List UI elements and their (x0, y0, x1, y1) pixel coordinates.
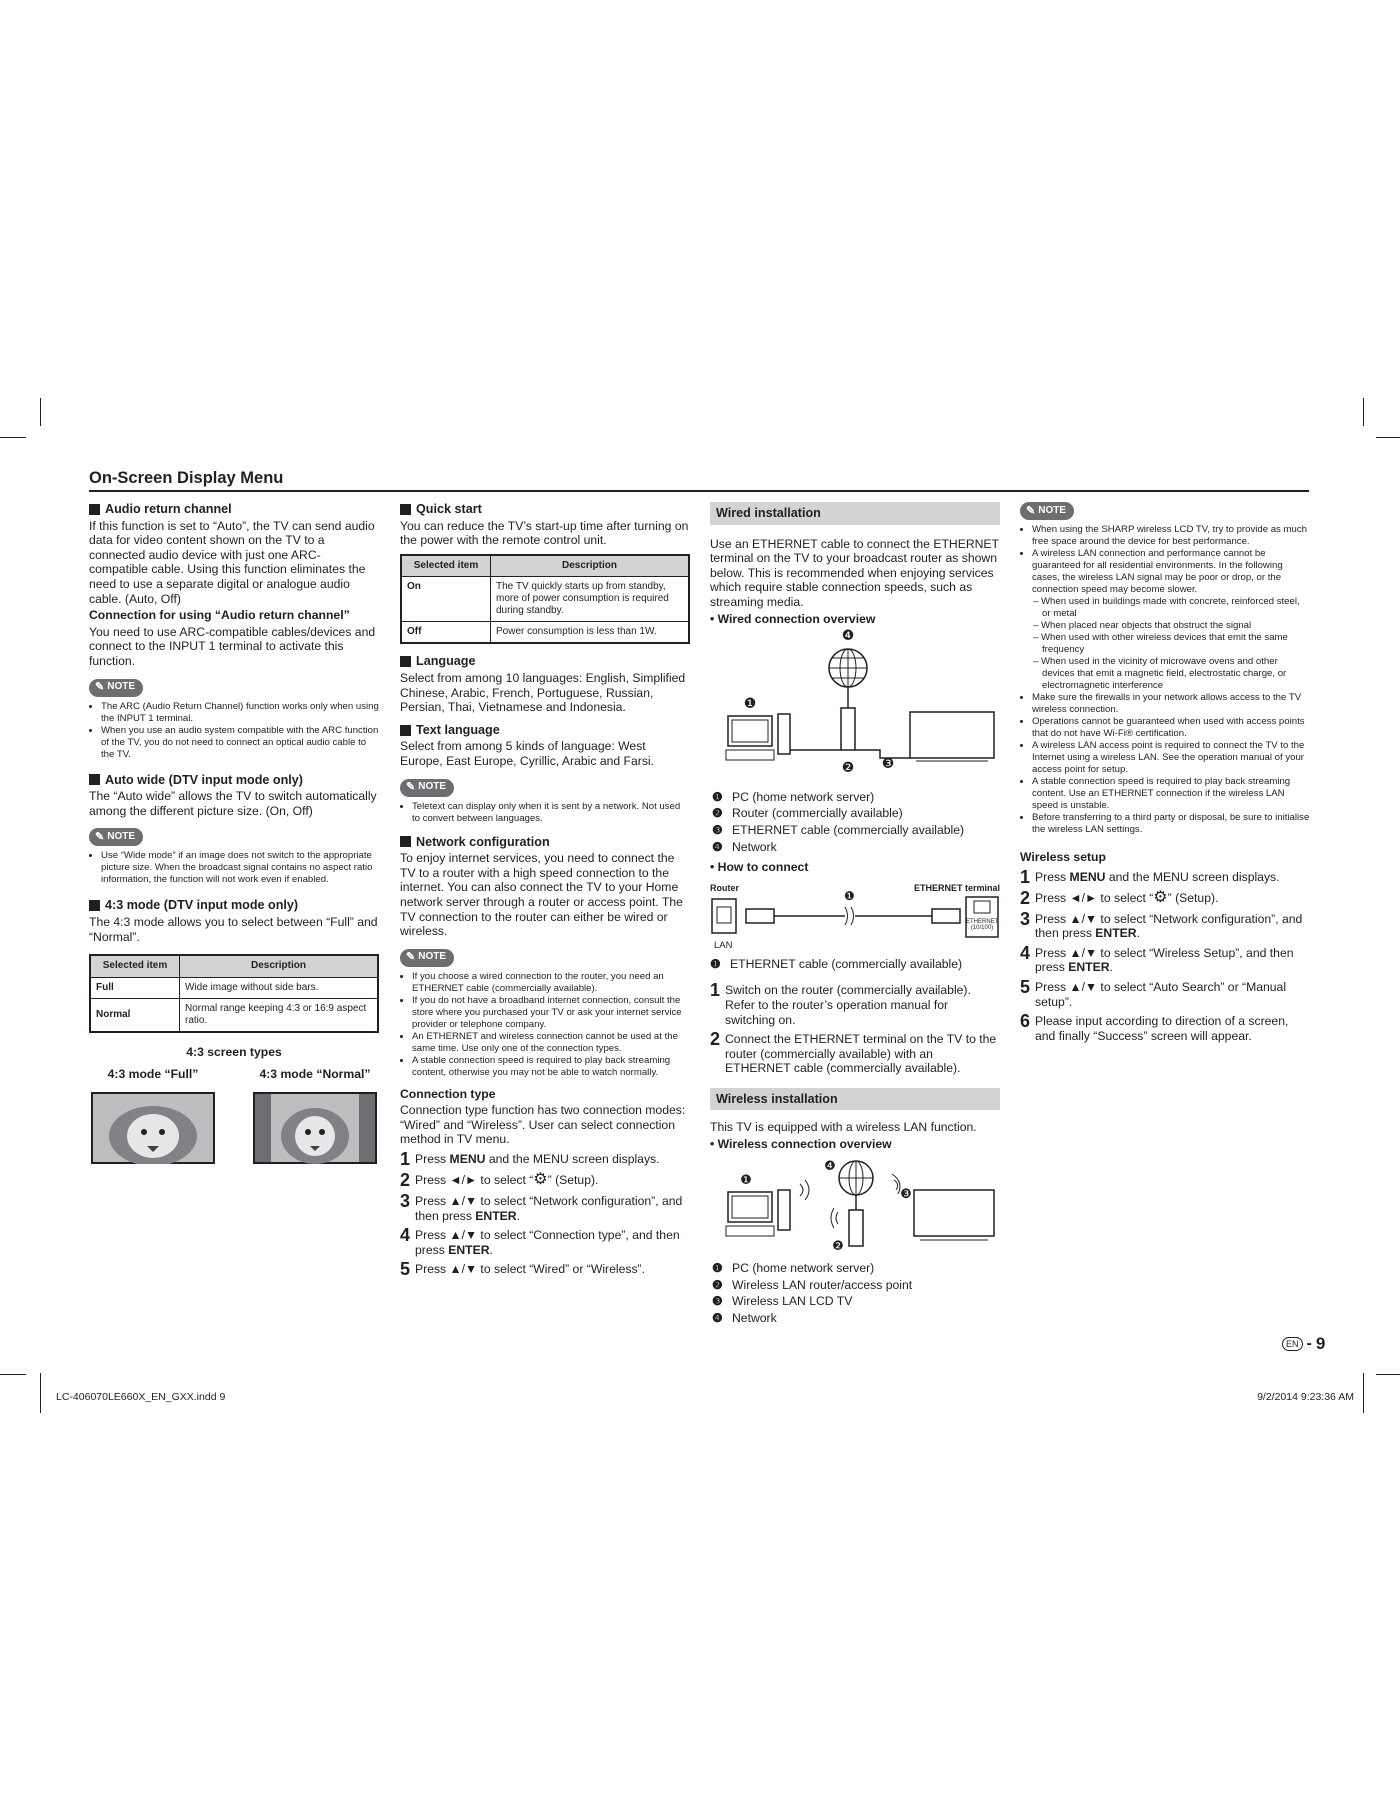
column-1 (89, 502, 379, 1167)
lion-normal-image (253, 1092, 377, 1164)
language-badge: EN (1282, 1337, 1303, 1351)
table-row: On The TV quickly starts up from standby, more of power consumption is required during standby. (401, 577, 689, 622)
quickstart-heading: Quick start (400, 502, 690, 517)
note-item: • When using the SHARP wireless LCD TV, try to provide as much free space around the device for best performance. (1032, 524, 1310, 548)
wired-steps (710, 981, 1000, 1076)
wireless-setup-heading: Wireless setup (1020, 850, 1106, 864)
quickstart-table (400, 554, 690, 645)
lion-full-image (91, 1092, 215, 1164)
eth-terminal-label: ETHERNET terminal (913, 882, 1000, 893)
table-row: Normal Normal range keeping 4:3 or 16:9 aspect ratio. (90, 998, 378, 1032)
note-item: • Operations cannot be guaranteed when used with access points that do not have Wi-Fi® certification. (1032, 716, 1310, 740)
note-badge: ✎ NOTE (400, 779, 454, 797)
legend-item: ❶ PC (home network server) (712, 789, 875, 804)
crop-mark (1363, 398, 1364, 426)
globe-icon (839, 1161, 873, 1195)
legend-item: ❸ Wireless LAN LCD TV (712, 1294, 853, 1309)
table-header: Selected item (90, 955, 180, 977)
marker-4: ❹ (841, 628, 855, 645)
wifi-signal-icon (892, 1174, 900, 1194)
wifi-signal-icon (800, 1180, 809, 1200)
wired-band: Wired installation (710, 502, 1000, 525)
step: 4 Press ▲/▼ to select “Connection type”, and then press ENTER. (400, 1225, 680, 1257)
conntype-heading: Connection type (400, 1086, 496, 1101)
howto-diagram (710, 879, 1000, 953)
table-header: Description (180, 955, 379, 977)
arc-sub-body: You need to use ARC-compatible cables/devices and connect to the INPUT 1 terminal to activate this function. (89, 624, 376, 668)
autowide-body: The “Auto wide” allows the TV to switch automatically among the different picture size. (On, Off) (89, 789, 377, 818)
pc-icon (726, 714, 790, 760)
step: 5 Press ▲/▼ to select “Auto Search” or “Manual setup”. (1020, 976, 1287, 1009)
setup-gear-icon: ⚙ (1153, 888, 1168, 906)
mode43-heading: 4:3 mode (DTV input mode only) (89, 898, 379, 913)
pencil-icon: ✎ (406, 781, 416, 794)
step: 1 Press MENU and the MENU screen displays. (400, 1149, 660, 1170)
step: 1 Press MENU and the MENU screen displays. (1020, 866, 1280, 887)
column-4 (1020, 500, 1310, 1046)
note-item: • Make sure the firewalls in your network allows access to the TV wireless connection. (1032, 692, 1310, 716)
wireless-setup-steps (1020, 868, 1310, 1044)
arc-body: If this function is set to “Auto”, the TV can send audio data for video content shown on the TV to a connected audio device with just one ARC-compatible cable. Using this function eliminates the need to use a separate digital or analogue audio cable. (Auto, Off) (89, 518, 375, 606)
globe-icon (829, 649, 867, 687)
pencil-icon: ✎ (1026, 504, 1036, 517)
marker-4: ❹ (824, 1158, 836, 1174)
note-item: • Before transferring to a third party or disposal, be sure to initialise the wireless LAN settings. (1032, 812, 1310, 836)
legend-item: ❸ ETHERNET cable (commercially available) (712, 822, 965, 837)
pencil-icon: ✎ (406, 951, 416, 964)
wired-overview-diagram (710, 628, 1000, 778)
step: 2 Press ◄/► to select “⚙” (Setup). (1020, 887, 1219, 908)
pc-icon (726, 1190, 790, 1236)
note-item: • An ETHERNET and wireless connection cannot be used at the same time. Use only one of the connection types. (412, 1031, 690, 1055)
column-2 (400, 502, 690, 1281)
note-badge: ✎ NOTE (89, 679, 143, 697)
table-header: Selected item (401, 555, 491, 577)
wired-body: Use an ETHERNET cable to connect the ETHERNET terminal on the TV to your broadcast router as shown below. This is recommended when enjoying services which require stable connection speeds, such as streaming media. (710, 536, 999, 609)
legend-item: ❶ PC (home network server) (712, 1261, 875, 1276)
cable-legend: ❶ ETHERNET cable (commercially available) (710, 956, 963, 971)
step: 3 Press ▲/▼ to select “Network configuration”, and then press ENTER. (1020, 908, 1303, 941)
note-item: • Use “Wide mode” if an image does not switch to the appropriate picture size. When the broadcast signal contains no aspect ratio information, the function will not work even if enabled. (101, 850, 379, 886)
textlang-body: Select from among 5 kinds of language: West Europe, East Europe, Cyrillic, Arabic and Farsi. (400, 739, 655, 768)
router-label: Router (710, 882, 739, 893)
page-number-dash: - (1306, 1335, 1312, 1352)
note-badge: ✎ NOTE (400, 949, 454, 967)
textlang-notes (400, 801, 690, 825)
step: 1 Switch on the router (commercially available). Refer to the router’s operation manual for switching on. (710, 980, 971, 1027)
note-subitem: – When placed near objects that obstruct the signal (1033, 620, 1252, 631)
pencil-icon: ✎ (95, 831, 105, 844)
note-item: • A stable connection speed is required to play back streaming content, otherwise you may not be able to watch normally. (412, 1055, 690, 1079)
marker-1: ❶ (740, 1172, 752, 1188)
title-rule (89, 490, 1309, 492)
note-item: • If you choose a wired connection to the router, you need an ETHERNET cable (commercially available). (412, 971, 690, 995)
marker-3: ❸ (900, 1186, 912, 1202)
marker-1: ❶ (743, 696, 757, 713)
conntype-steps (400, 1150, 690, 1278)
legend-item: ❹ Network (712, 1311, 777, 1326)
arc-notes (89, 701, 379, 761)
crop-mark (40, 398, 41, 426)
step: 3 Press ▲/▼ to select “Network configuration”, and then press ENTER. (400, 1191, 683, 1223)
note-badge: ✎ NOTE (89, 828, 143, 846)
note-item: • A wireless LAN connection and performance cannot be guaranteed for all residential environments. In the following cases, the wireless LAN signal may be poor or drop, or the connection speed may become slower. (1032, 548, 1310, 596)
wireless-legend (712, 1261, 1000, 1325)
textlang-heading: Text language (400, 723, 690, 738)
column-3 (710, 502, 1000, 1328)
access-point-icon (849, 1210, 863, 1246)
note-badge: ✎ NOTE (1020, 502, 1074, 520)
note-item: • A stable connection speed is required to play back streaming content. Use an ETHERNET connection if the wireless LAN speed is unstable. (1032, 776, 1310, 812)
language-heading: Language (400, 654, 690, 669)
note-subitem: – When used with other wireless devices that emit the same frequency (1033, 632, 1288, 655)
arc-sub-heading: Connection for using “Audio return channel” (89, 608, 350, 623)
tv-icon (910, 712, 994, 761)
legend-item: ❹ Network (712, 839, 777, 854)
step: 2 Connect the ETHERNET terminal on the TV to the router (commercially available) with an ETHERNET cable (commercially available). (710, 1029, 997, 1076)
pencil-icon: ✎ (95, 681, 105, 694)
wifi-signal-icon (831, 1208, 838, 1228)
note-item: • The ARC (Audio Return Channel) function works only when using the INPUT 1 terminal. (101, 701, 379, 725)
footer-timestamp: 9/2/2014 9:23:36 AM (1257, 1391, 1354, 1403)
language-body: Select from among 10 languages: English, Simplified Chinese, Arabic, French, Portuguese, Russian, Persian, Thai, Vietnamese and Indonesia. (400, 670, 686, 715)
wireless-overview-title: • Wireless connection overview (710, 1137, 892, 1152)
note-item: • When you use an audio system compatible with the ARC function of the TV, you do not need to connect an optical audio cable to the TV. (101, 725, 379, 761)
crop-mark (1363, 1373, 1364, 1413)
cable-marker: ❶ (844, 888, 855, 903)
netconfig-notes (400, 971, 690, 1079)
netconfig-body: To enjoy internet services, you need to connect the TV to a router with a high speed connection to the internet. You can also connect the TV to your Home network server through a router or access point. The TV connection to the router can either be wired or wireless. (400, 851, 683, 939)
full-mode-label: 4:3 mode “Full” (107, 1067, 199, 1082)
table-row: Full Wide image without side bars. (90, 977, 378, 998)
note-subitem: – When used in the vicinity of microwave ovens and other devices that emit a magnetic field, electrostatic charge, or electromagnetic interference (1033, 656, 1287, 691)
note-item: • A wireless LAN access point is required to connect the TV to the Internet using a wireless LAN. See the operation manual of your access point for setup. (1032, 740, 1310, 776)
crop-mark (0, 1374, 26, 1375)
netconfig-heading: Network configuration (400, 835, 690, 850)
step: 2 Press ◄/► to select “⚙” (Setup). (400, 1170, 599, 1191)
autowide-heading: Auto wide (DTV input mode only) (89, 773, 379, 788)
crop-mark (0, 437, 26, 438)
legend-item: ❷ Router (commercially available) (712, 806, 903, 821)
crop-mark (1376, 1374, 1400, 1375)
marker-3: ❸ (881, 756, 895, 773)
quickstart-body: You can reduce the TV’s start-up time after turning on the power with the remote control unit. (400, 518, 689, 548)
cable-drawing (710, 893, 1000, 943)
mode43-body: The 4:3 mode allows you to select between “Full” and “Normal”. (89, 914, 378, 944)
table-header: Description (491, 555, 690, 577)
note-item: • Teletext can display only when it is sent by a network. Not used to convert between languages. (412, 801, 690, 825)
wireless-body: This TV is equipped with a wireless LAN function. (710, 1120, 977, 1135)
wireless-notes (1020, 524, 1310, 836)
mode43-table (89, 954, 379, 1033)
step: 4 Press ▲/▼ to select “Wireless Setup”, and then press ENTER. (1020, 942, 1294, 975)
page-number: 9 (1315, 1334, 1326, 1353)
step: 5 Press ▲/▼ to select “Wired” or “Wireless”. (400, 1259, 645, 1280)
screen-types-title: 4:3 screen types (186, 1044, 282, 1059)
note-subitem: – When used in buildings made with concrete, reinforced steel, or metal (1033, 596, 1300, 619)
wireless-overview-diagram (710, 1154, 1000, 1254)
howto-title: • How to connect (710, 860, 809, 875)
arc-heading: Audio return channel (89, 502, 379, 517)
legend-item: ❷ Wireless LAN router/access point (712, 1277, 913, 1292)
setup-gear-icon: ⚙ (533, 1171, 548, 1189)
marker-2: ❷ (832, 1238, 844, 1254)
wired-overview-title: • Wired connection overview (710, 611, 876, 626)
wired-legend (712, 790, 1000, 854)
conntype-body: Connection type function has two connection modes: “Wired” and “Wireless”. User can select connection method in TV menu. (400, 1103, 686, 1147)
router-icon (841, 708, 855, 750)
autowide-notes (89, 850, 379, 886)
wireless-band: Wireless installation (710, 1088, 1000, 1111)
tv-icon (914, 1190, 994, 1240)
marker-2: ❷ (841, 760, 855, 777)
footer-filename: LC-406070LE660X_EN_GXX.indd 9 (56, 1391, 226, 1403)
page-number-area (1282, 1334, 1325, 1354)
note-item: • If you do not have a broadband internet connection, consult the store where you purchased your TV or ask your internet service provider or telephone company. (412, 995, 690, 1031)
crop-mark (40, 1373, 41, 1413)
normal-mode-label: 4:3 mode “Normal” (259, 1067, 371, 1082)
page-title: On-Screen Display Menu (89, 469, 284, 487)
ethernet-port-label: ETHERNET (10/100) (966, 918, 999, 931)
table-row: Off Power consumption is less than 1W. (401, 622, 689, 644)
step: 6 Please input according to direction of a screen, and finally “Success” screen will appear. (1020, 1011, 1289, 1043)
lan-label: LAN (714, 939, 733, 951)
crop-mark (1376, 437, 1400, 438)
